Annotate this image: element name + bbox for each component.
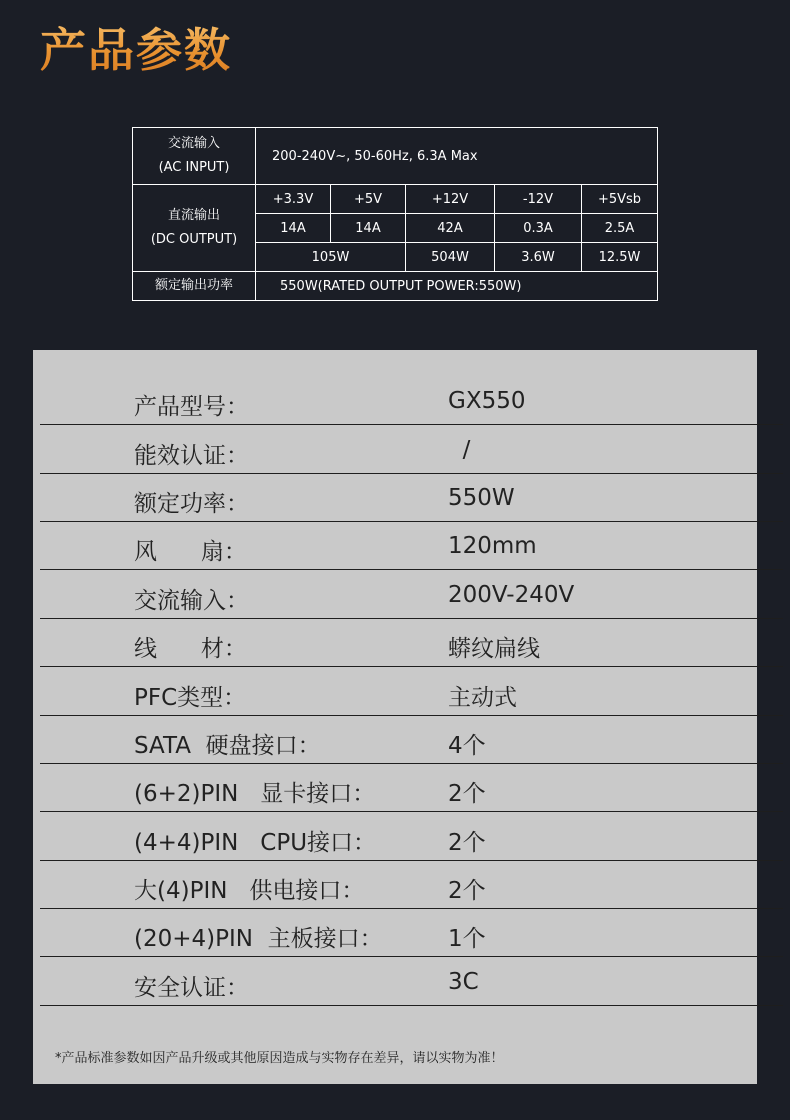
param-label: 线 材：: [134, 636, 247, 662]
param-row: [40, 521, 783, 570]
param-label: 大(4)PIN 供电接口：: [134, 878, 365, 904]
dc-power-cell: 12.5W: [582, 243, 658, 272]
dc-current-cell: 42A: [406, 214, 495, 243]
param-value: 2个: [448, 830, 486, 856]
params-panel: [33, 350, 757, 1084]
param-row: [40, 425, 783, 474]
param-label: 能效认证：: [134, 443, 249, 469]
dc-voltage-header: +5Vsb: [582, 185, 658, 214]
rated-power-value: 550W(RATED OUTPUT POWER:550W): [256, 272, 658, 301]
dc-voltage-header: -12V: [495, 185, 582, 214]
param-value: GX550: [448, 388, 526, 414]
param-row: [40, 618, 783, 667]
spec-table: [132, 127, 658, 301]
param-value: 120mm: [448, 533, 537, 559]
ac-input-label-cn: 交流输入: [167, 136, 220, 151]
rated-power-row: [133, 272, 658, 301]
param-value: 3C: [448, 969, 479, 995]
dc-header-row: [133, 185, 658, 214]
dc-power-cell: 504W: [406, 243, 495, 272]
ac-input-label-en: (AC INPUT): [158, 160, 230, 175]
param-row: [40, 763, 783, 812]
param-value: 主动式: [448, 685, 517, 711]
dc-output-label: [133, 185, 256, 272]
param-label: PFC类型：: [134, 685, 247, 711]
ac-input-value: 200-240V~, 50-60Hz, 6.3A Max: [256, 128, 658, 185]
dc-current-cell: 2.5A: [582, 214, 658, 243]
dc-voltage-header: +12V: [406, 185, 495, 214]
dc-power-cell: 105W: [256, 243, 406, 272]
param-row: [40, 860, 783, 909]
param-value: 2个: [448, 781, 486, 807]
rated-power-label: 额定输出功率: [133, 272, 256, 301]
dc-current-cell: 14A: [331, 214, 406, 243]
dc-output-label-en: (DC OUTPUT): [150, 232, 238, 247]
dc-voltage-header: +5V: [331, 185, 406, 214]
param-label: 安全认证：: [134, 975, 249, 1001]
param-row: [40, 473, 783, 522]
dc-power-cell: 3.6W: [495, 243, 582, 272]
param-label: SATA 硬盘接口：: [134, 733, 321, 759]
param-row: [40, 667, 783, 716]
param-label: 产品型号：: [134, 394, 249, 420]
param-label: 交流输入：: [134, 588, 249, 614]
param-row: [40, 570, 783, 619]
param-row: [40, 812, 783, 861]
dc-current-cell: 14A: [256, 214, 331, 243]
param-label: 风 扇：: [134, 539, 247, 565]
param-value: 550W: [448, 485, 515, 511]
page-title: 产品参数: [40, 18, 232, 82]
param-label: (4+4)PIN CPU接口：: [134, 830, 377, 856]
param-row: [40, 957, 783, 1006]
dc-output-label-cn: 直流输出: [167, 208, 220, 223]
disclaimer-note: *产品标准参数如因产品升级或其他原因造成与实物存在差异，请以实物为准！: [55, 1051, 504, 1066]
param-value: /: [448, 437, 471, 463]
dc-voltage-header: +3.3V: [256, 185, 331, 214]
param-value: 4个: [448, 733, 486, 759]
dc-current-cell: 0.3A: [495, 214, 582, 243]
param-value: 1个: [448, 926, 486, 952]
param-row: [40, 376, 783, 425]
param-value: 2个: [448, 878, 486, 904]
ac-input-row: [133, 128, 658, 185]
param-row: [40, 715, 783, 764]
param-label: (20+4)PIN 主板接口：: [134, 926, 383, 952]
param-label: 额定功率：: [134, 491, 249, 517]
param-value: 200V-240V: [448, 582, 575, 608]
param-value: 蟒纹扁线: [448, 636, 540, 662]
param-row: [40, 908, 783, 957]
param-label: (6+2)PIN 显卡接口：: [134, 781, 376, 807]
ac-input-label: [133, 128, 256, 185]
